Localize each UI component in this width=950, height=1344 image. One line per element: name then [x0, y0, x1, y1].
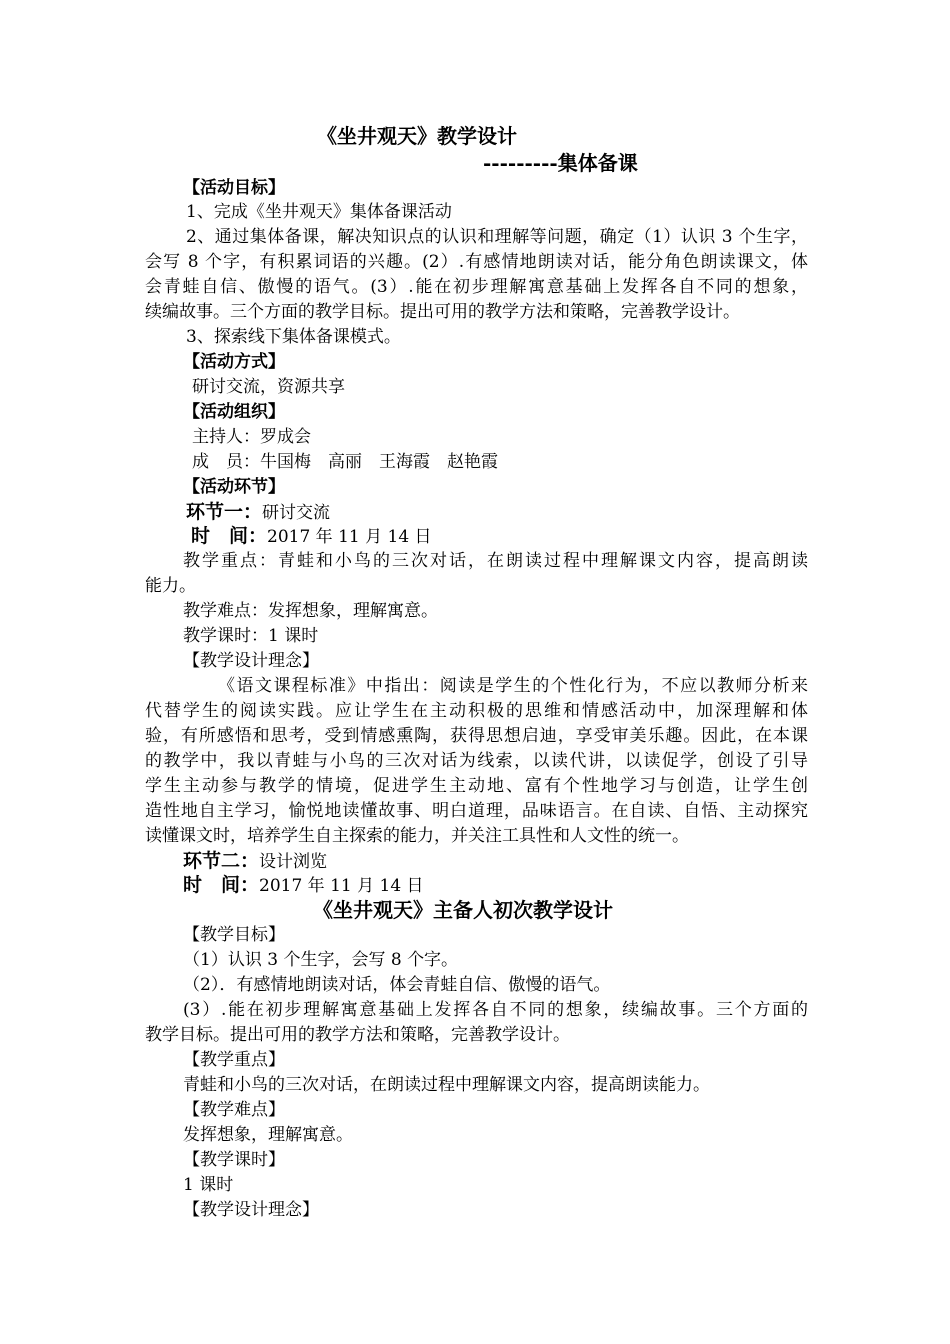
objective-2-line-4: 续编故事。三个方面的教学目标。提出可用的教学方法和策略，完善教学设计。 — [145, 302, 740, 322]
hours-2-text: 1 课时 — [183, 1175, 234, 1195]
method-heading: 【活动方式】 — [183, 352, 285, 372]
concept-line-7: 读懂课文时，培养学生自主探索的能力，并关注工具性和人文性的统一。 — [145, 826, 689, 846]
objectives-heading: 【活动目标】 — [183, 178, 285, 198]
segment-2-label: 环节二： — [183, 850, 260, 872]
goal-2: （2）．有感情地朗读对话，体会青蛙自信、傲慢的语气。 — [183, 975, 611, 995]
objective-2-line-2: 会写 8 个字，有积累词语的兴趣。(2）.有感情地朗读对话，能分角色朗读课文，体 — [145, 252, 808, 272]
time-1-label: 时 间： — [191, 525, 268, 547]
time-2-value: 2017 年 11 月 14 日 — [259, 876, 424, 896]
segment-1-label: 环节一： — [186, 501, 263, 523]
concept-line-3: 验，有所感悟和思考，受到情感熏陶，获得思想启迪，享受审美乐趣。因此，在本课 — [145, 726, 808, 746]
concept-line-4: 的教学中，我以青蛙与小鸟的三次对话为线索，以读代讲，以读促学，创设了引导 — [145, 751, 808, 771]
concept-2-heading: 【教学设计理念】 — [183, 1200, 319, 1220]
time-2-label: 时 间： — [183, 874, 260, 896]
doc-subtitle: ---------集体备课 — [483, 151, 638, 175]
host-line: 主持人：罗成会 — [192, 427, 311, 447]
difficulty-line: 教学难点：发挥想象，理解寓意。 — [183, 601, 438, 621]
concept-heading: 【教学设计理念】 — [183, 651, 319, 671]
goal-3-line-2: 教学目标。提出可用的教学方法和策略，完善教学设计。 — [145, 1025, 570, 1045]
concept-line-5: 学生主动参与教学的情境，促进学生主动地、富有个性地学习与创造，让学生创 — [145, 776, 808, 796]
concept-line-6: 造性地自主学习，愉悦地读懂故事、明白道理，品味语言。在自读、自悟、主动探究 — [145, 801, 808, 821]
time-1-line — [191, 524, 432, 549]
focus-2-text: 青蛙和小鸟的三次对话，在朗读过程中理解课文内容，提高朗读能力。 — [183, 1075, 710, 1095]
doc-title: 《坐井观天》教学设计 — [317, 124, 517, 148]
hours-2-heading: 【教学课时】 — [183, 1150, 285, 1170]
activity-steps-heading: 【活动环节】 — [183, 477, 285, 497]
method-text: 研讨交流，资源共享 — [192, 377, 345, 397]
objective-3: 3、探索线下集体备课模式。 — [186, 327, 401, 347]
time-2-line — [183, 873, 424, 898]
members-line: 成 员：牛国梅 高丽 王海霞 赵艳霞 — [192, 452, 498, 472]
difficulty-2-text: 发挥想象，理解寓意。 — [183, 1125, 353, 1145]
segment-1-line — [186, 500, 330, 525]
focus-2-heading: 【教学重点】 — [183, 1050, 285, 1070]
goal-1: （1）认识 3 个生字，会写 8 个字。 — [183, 950, 459, 970]
objective-2-line-1: 2、通过集体备课，解决知识点的认识和理解等问题，确定（1）认识 3 个生字， — [186, 227, 808, 247]
focus-line-2: 能力。 — [145, 576, 196, 596]
segment-2-line — [183, 849, 327, 874]
segment-1-text: 研讨交流 — [262, 503, 331, 523]
hours-line: 教学课时：1 课时 — [183, 626, 319, 646]
objective-2-line-3: 会青蛙自信、傲慢的语气。(3）.能在初步理解寓意基础上发挥各自不同的想象， — [145, 277, 808, 297]
focus-line-1: 教学重点：青蛙和小鸟的三次对话，在朗读过程中理解课文内容，提高朗读 — [183, 551, 808, 571]
goal-heading: 【教学目标】 — [183, 925, 285, 945]
objective-1: 1、完成《坐井观天》集体备课活动 — [186, 202, 452, 222]
concept-line-2: 代替学生的阅读实践。应让学生在主动积极的思维和情感活动中，加深理解和体 — [145, 701, 808, 721]
time-1-value: 2017 年 11 月 14 日 — [267, 527, 432, 547]
concept-line-1: 《语文课程标准》中指出：阅读是学生的个性化行为，不应以教师分析来 — [218, 676, 808, 696]
design-title: 《坐井观天》主备人初次教学设计 — [313, 898, 613, 922]
difficulty-2-heading: 【教学难点】 — [183, 1100, 285, 1120]
organization-heading: 【活动组织】 — [183, 402, 285, 422]
segment-2-text: 设计浏览 — [259, 852, 328, 872]
goal-3-line-1: (3）.能在初步理解寓意基础上发挥各自不同的想象，续编故事。三个方面的 — [183, 1000, 808, 1020]
